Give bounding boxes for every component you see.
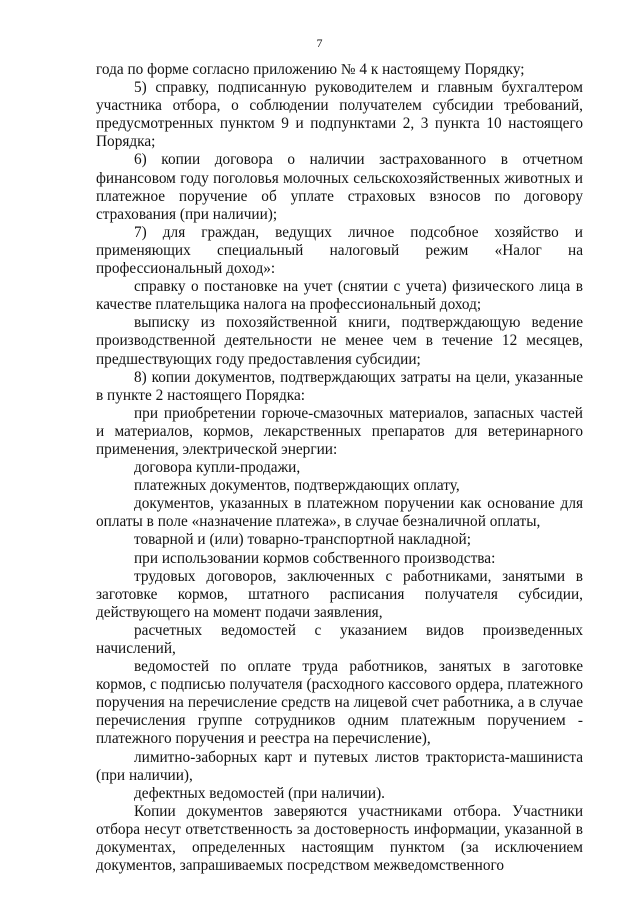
paragraph: 7) для граждан, ведущих личное подсобное хозяйство и применяющих специальный налоговый режим «Налог на профессиональный доход»: [96, 223, 583, 278]
paragraph: ведомостей по оплате труда работников, занятых в заготовке кормов, с подписью получателя (расходного кассового ордера, платежного поручения на перечисление средств на лицевой счет работника, а в случае перечисления группе сотрудников одним платежным поручением - платежного поручения и реестра на перечисление), [96, 658, 583, 748]
paragraph: 5) справку, подписанную руководителем и главным бухгалтером участника отбора, о соблюдении получателем субсидии требований, предусмотренных пунктом 9 и подпунктами 2, 3 пункта 10 настоящего Порядка; [96, 79, 583, 151]
paragraph: расчетных ведомостей с указанием видов произведенных начислений, [96, 621, 583, 657]
paragraph: 8) копии документов, подтверждающих затраты на цели, указанные в пункте 2 настоящего Порядка: [96, 368, 583, 404]
paragraph: платежных документов, подтверждающих оплату, [134, 477, 460, 495]
paragraph: выписку из похозяйственной книги, подтверждающую ведение производственной деятельности не менее чем в течение 12 месяцев, предшествующих году предоставления субсидии; [96, 314, 583, 368]
paragraph: Копии документов заверяются участниками отбора. Участники отбора несут ответственность за достоверность информации, указанной в документах, определенных настоящим пунктом (за исключением документов, запрашиваемых посредством межведомственного [96, 802, 583, 875]
paragraph: года по форме согласно приложению № 4 к настоящему Порядку; [96, 61, 525, 78]
paragraph: трудовых договоров, заключенных с работниками, занятыми в заготовке кормов, штатного расписания получателя субсидии, действующего на момент подачи заявления, [96, 567, 583, 621]
paragraph: при использовании кормов собственного производства: [134, 549, 496, 567]
paragraph: при приобретении горюче-смазочных материалов, запасных частей и материалов, кормов, лекарственных препаратов для ветеринарного применения, электрической энергии: [96, 404, 583, 458]
paragraph: дефектных ведомостей (при наличии). [134, 784, 386, 802]
paragraph: товарной и (или) товарно-транспортной накладной; [134, 531, 471, 549]
paragraph: лимитно-заборных карт и путевых листов тракториста-машиниста (при наличии), [96, 748, 583, 784]
page-number: 7 [316, 36, 323, 50]
document-body [96, 61, 583, 875]
paragraph: 6) копии договора о наличии застрахованного в отчетном финансовом году поголовья молочных сельскохозяйственных животных и платежное поручение об уплате страховых взносов по договору страхования (при наличии); [96, 151, 583, 223]
paragraph: договора купли-продажи, [134, 459, 301, 477]
paragraph: документов, указанных в платежном поручении как основание для оплаты в поле «назначение платежа», в случае безналичной оплаты, [96, 495, 583, 531]
paragraph: справку о постановке на учет (снятии с учета) физического лица в качестве плательщика налога на профессиональный доход; [96, 278, 583, 314]
